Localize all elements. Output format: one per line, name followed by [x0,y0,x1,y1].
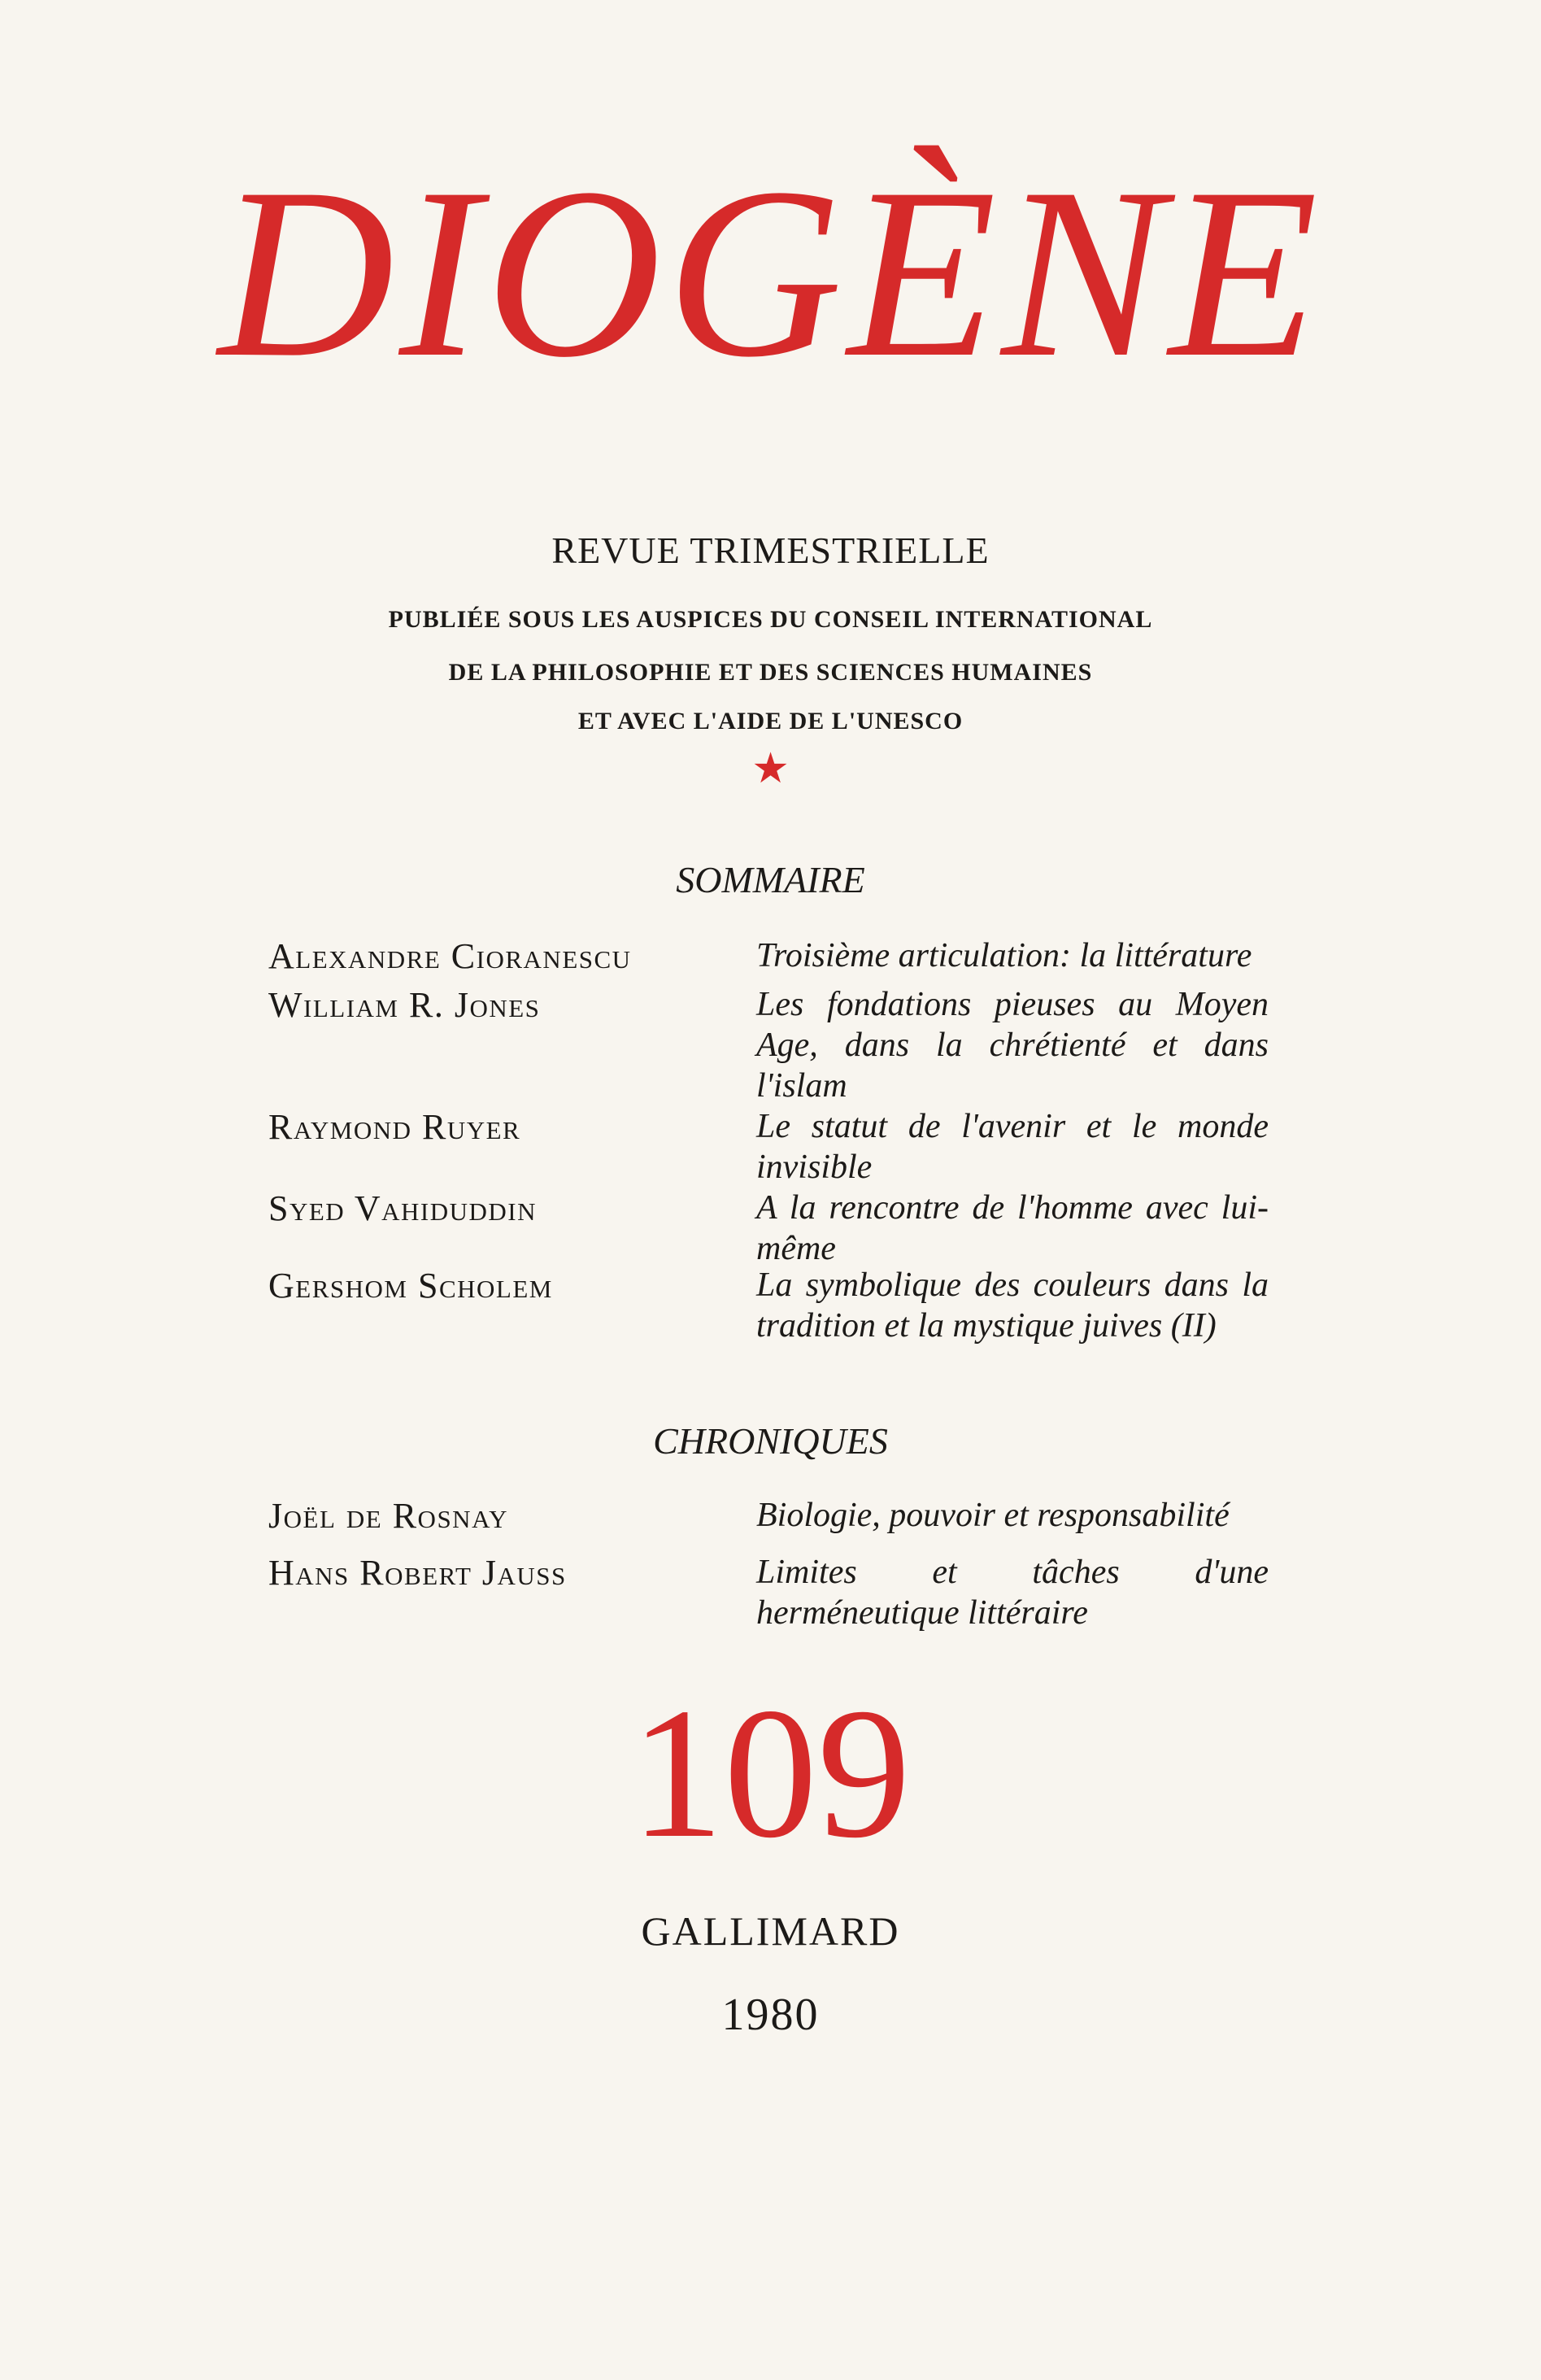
publication-year: 1980 [721,1990,820,2040]
entry-author: Raymond Ruyer [268,1107,521,1147]
issue-number: 109 [630,1669,911,1877]
description-line-2: DE LA PHILOSOPHIE ET DES SCIENCES HUMAINES [448,659,1093,686]
journal-title: DIOGÈNE [218,137,1323,408]
entry-title: Le statut de l'avenir et le monde invisible [756,1108,1269,1186]
description-line-1: PUBLIÉE SOUS LES AUSPICES DU CONSEIL INTERNATIONAL [388,606,1153,633]
entry-author: Syed Vahiduddin [268,1188,538,1228]
entry-author: William R. Jones [268,985,541,1025]
chroniques-heading: CHRONIQUES [653,1420,888,1462]
sommaire-heading: SOMMAIRE [676,859,865,900]
publisher-name: GALLIMARD [641,1908,900,1954]
description-line-3: ET AVEC L'AIDE DE L'UNESCO [577,708,964,734]
star-icon: ★ [751,744,790,793]
entry-title: Troisième articulation: la littérature [756,937,1252,974]
entry-author: Joël de Rosnay [268,1496,508,1536]
entry-title: Limites et tâches d'une herméneutique littéraire [756,1554,1269,1632]
entry-title: Biologie, pouvoir et responsabilité [756,1497,1230,1534]
entry-title: A la rencontre de l'homme avec lui-même [756,1189,1269,1267]
entry-title: Les fondations pieuses au Moyen Age, dans la chrétienté et dans l'islam [756,986,1269,1105]
entry-author: Hans Robert Jauss [268,1553,567,1593]
entry-author: Gershom Scholem [268,1266,553,1306]
journal-subtitle: REVUE TRIMESTRIELLE [551,530,990,571]
entry-author: Alexandre Cioranescu [268,936,632,976]
entry-title: La symbolique des couleurs dans la tradition et la mystique juives (II) [756,1266,1269,1345]
